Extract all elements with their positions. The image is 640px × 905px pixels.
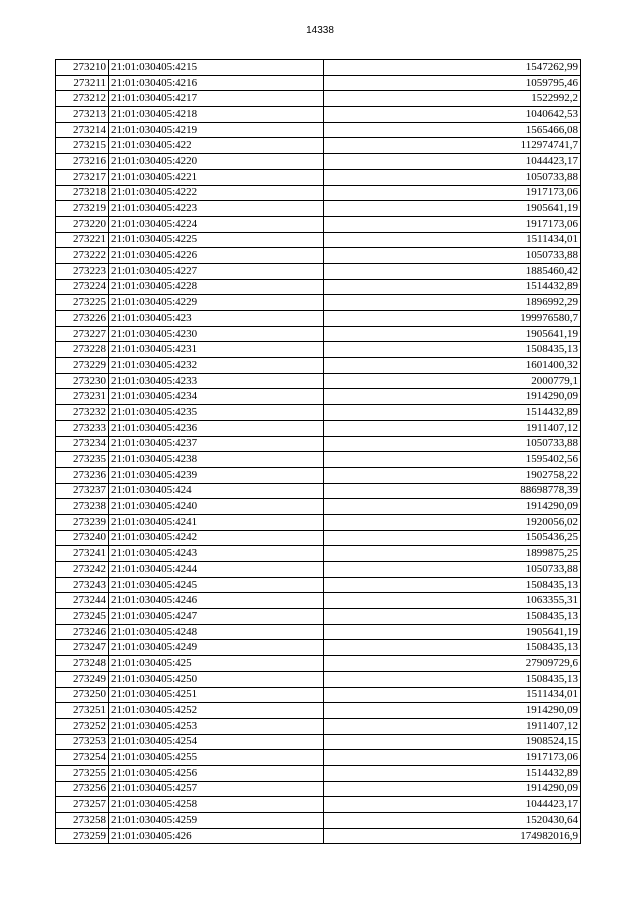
row-number-cell: 273221 <box>56 232 109 248</box>
row-number-cell: 273247 <box>56 640 109 656</box>
row-number-cell: 273223 <box>56 263 109 279</box>
cadastral-number-cell: 21:01:030405:4249 <box>109 640 324 656</box>
cadastral-value-cell: 1908524,15 <box>324 734 581 750</box>
row-number-cell: 273213 <box>56 107 109 123</box>
row-number-cell: 273246 <box>56 624 109 640</box>
cadastral-number-cell: 21:01:030405:4222 <box>109 185 324 201</box>
cadastral-number-cell: 21:01:030405:426 <box>109 828 324 844</box>
cadastral-value-cell: 1059795,46 <box>324 75 581 91</box>
cadastral-number-cell: 21:01:030405:4234 <box>109 389 324 405</box>
table-row <box>56 750 581 766</box>
cadastral-value-table <box>55 59 581 844</box>
table-row <box>56 358 581 374</box>
table-row <box>56 452 581 468</box>
cadastral-value-cell: 1514432,89 <box>324 765 581 781</box>
table-row <box>56 405 581 421</box>
cadastral-number-cell: 21:01:030405:4224 <box>109 216 324 232</box>
row-number-cell: 273248 <box>56 656 109 672</box>
row-number-cell: 273254 <box>56 750 109 766</box>
table-row <box>56 154 581 170</box>
cadastral-number-cell: 21:01:030405:4255 <box>109 750 324 766</box>
cadastral-number-cell: 21:01:030405:4217 <box>109 91 324 107</box>
cadastral-value-cell: 1905641,19 <box>324 624 581 640</box>
row-number-cell: 273215 <box>56 138 109 154</box>
cadastral-value-cell: 1050733,88 <box>324 436 581 452</box>
table-row <box>56 562 581 578</box>
cadastral-number-cell: 21:01:030405:4248 <box>109 624 324 640</box>
table-row <box>56 185 581 201</box>
table-row <box>56 624 581 640</box>
row-number-cell: 273251 <box>56 703 109 719</box>
table-row <box>56 436 581 452</box>
cadastral-value-cell: 1522992,2 <box>324 91 581 107</box>
table-row <box>56 530 581 546</box>
table-row <box>56 232 581 248</box>
cadastral-number-cell: 21:01:030405:4221 <box>109 169 324 185</box>
table-row <box>56 499 581 515</box>
cadastral-number-cell: 21:01:030405:4225 <box>109 232 324 248</box>
row-number-cell: 273258 <box>56 813 109 829</box>
cadastral-number-cell: 21:01:030405:4226 <box>109 248 324 264</box>
row-number-cell: 273217 <box>56 169 109 185</box>
cadastral-number-cell: 21:01:030405:4250 <box>109 671 324 687</box>
row-number-cell: 273225 <box>56 295 109 311</box>
row-number-cell: 273250 <box>56 687 109 703</box>
table-row <box>56 91 581 107</box>
cadastral-number-cell: 21:01:030405:4227 <box>109 263 324 279</box>
cadastral-value-cell: 1896992,29 <box>324 295 581 311</box>
table-row <box>56 263 581 279</box>
table-row <box>56 373 581 389</box>
cadastral-number-cell: 21:01:030405:4223 <box>109 201 324 217</box>
table-row <box>56 609 581 625</box>
row-number-cell: 273256 <box>56 781 109 797</box>
table-row <box>56 216 581 232</box>
row-number-cell: 273257 <box>56 797 109 813</box>
table-row <box>56 342 581 358</box>
cadastral-value-cell: 1565466,08 <box>324 122 581 138</box>
cadastral-value-cell: 1911407,12 <box>324 718 581 734</box>
cadastral-value-cell: 1885460,42 <box>324 263 581 279</box>
cadastral-value-cell: 88698778,39 <box>324 483 581 499</box>
row-number-cell: 273212 <box>56 91 109 107</box>
table-row <box>56 138 581 154</box>
row-number-cell: 273233 <box>56 420 109 436</box>
table-row <box>56 797 581 813</box>
table-row <box>56 389 581 405</box>
cadastral-number-cell: 21:01:030405:4232 <box>109 358 324 374</box>
cadastral-value-cell: 1905641,19 <box>324 326 581 342</box>
cadastral-value-cell: 1914290,09 <box>324 499 581 515</box>
page-number: 14338 <box>306 25 334 36</box>
table-row <box>56 169 581 185</box>
row-number-cell: 273219 <box>56 201 109 217</box>
cadastral-value-cell: 1514432,89 <box>324 405 581 421</box>
cadastral-number-cell: 21:01:030405:4237 <box>109 436 324 452</box>
row-number-cell: 273226 <box>56 311 109 327</box>
row-number-cell: 273249 <box>56 671 109 687</box>
cadastral-number-cell: 21:01:030405:4220 <box>109 154 324 170</box>
row-number-cell: 273239 <box>56 514 109 530</box>
cadastral-number-cell: 21:01:030405:4229 <box>109 295 324 311</box>
row-number-cell: 273227 <box>56 326 109 342</box>
table-row <box>56 640 581 656</box>
cadastral-number-cell: 21:01:030405:4257 <box>109 781 324 797</box>
table-row <box>56 467 581 483</box>
table-row <box>56 60 581 76</box>
cadastral-number-cell: 21:01:030405:422 <box>109 138 324 154</box>
cadastral-value-cell: 1917173,06 <box>324 750 581 766</box>
table-row <box>56 326 581 342</box>
cadastral-number-cell: 21:01:030405:4253 <box>109 718 324 734</box>
row-number-cell: 273255 <box>56 765 109 781</box>
cadastral-value-cell: 1520430,64 <box>324 813 581 829</box>
cadastral-value-cell: 1508435,13 <box>324 609 581 625</box>
row-number-cell: 273237 <box>56 483 109 499</box>
cadastral-number-cell: 21:01:030405:4218 <box>109 107 324 123</box>
cadastral-value-cell: 1063355,31 <box>324 593 581 609</box>
cadastral-value-cell: 1044423,17 <box>324 797 581 813</box>
row-number-cell: 273243 <box>56 577 109 593</box>
cadastral-value-cell: 1044423,17 <box>324 154 581 170</box>
cadastral-value-cell: 199976580,7 <box>324 311 581 327</box>
cadastral-number-cell: 21:01:030405:4256 <box>109 765 324 781</box>
cadastral-number-cell: 21:01:030405:4215 <box>109 60 324 76</box>
cadastral-number-cell: 21:01:030405:425 <box>109 656 324 672</box>
cadastral-number-cell: 21:01:030405:4238 <box>109 452 324 468</box>
table-row <box>56 765 581 781</box>
cadastral-number-cell: 21:01:030405:4228 <box>109 279 324 295</box>
cadastral-number-cell: 21:01:030405:4219 <box>109 122 324 138</box>
row-number-cell: 273231 <box>56 389 109 405</box>
cadastral-value-cell: 1905641,19 <box>324 201 581 217</box>
table-row <box>56 420 581 436</box>
table-row <box>56 828 581 844</box>
table-row <box>56 279 581 295</box>
table-row <box>56 107 581 123</box>
cadastral-value-cell: 1514432,89 <box>324 279 581 295</box>
table-row <box>56 295 581 311</box>
table-row <box>56 781 581 797</box>
table-row <box>56 577 581 593</box>
cadastral-number-cell: 21:01:030405:4231 <box>109 342 324 358</box>
table-row <box>56 718 581 734</box>
cadastral-value-cell: 1050733,88 <box>324 169 581 185</box>
row-number-cell: 273228 <box>56 342 109 358</box>
row-number-cell: 273240 <box>56 530 109 546</box>
cadastral-value-cell: 1917173,06 <box>324 185 581 201</box>
cadastral-value-cell: 1595402,56 <box>324 452 581 468</box>
row-number-cell: 273229 <box>56 358 109 374</box>
cadastral-number-cell: 21:01:030405:4241 <box>109 514 324 530</box>
cadastral-value-cell: 1547262,99 <box>324 60 581 76</box>
cadastral-number-cell: 21:01:030405:4233 <box>109 373 324 389</box>
cadastral-value-cell: 1511434,01 <box>324 687 581 703</box>
cadastral-number-cell: 21:01:030405:4245 <box>109 577 324 593</box>
cadastral-value-cell: 1911407,12 <box>324 420 581 436</box>
row-number-cell: 273252 <box>56 718 109 734</box>
cadastral-number-cell: 21:01:030405:4230 <box>109 326 324 342</box>
cadastral-value-cell: 1040642,53 <box>324 107 581 123</box>
cadastral-value-cell: 1917173,06 <box>324 216 581 232</box>
table-row <box>56 546 581 562</box>
table-row <box>56 201 581 217</box>
cadastral-number-cell: 21:01:030405:4252 <box>109 703 324 719</box>
cadastral-number-cell: 21:01:030405:4236 <box>109 420 324 436</box>
cadastral-number-cell: 21:01:030405:4243 <box>109 546 324 562</box>
table-row <box>56 734 581 750</box>
cadastral-number-cell: 21:01:030405:423 <box>109 311 324 327</box>
table-row <box>56 687 581 703</box>
row-number-cell: 273210 <box>56 60 109 76</box>
row-number-cell: 273211 <box>56 75 109 91</box>
row-number-cell: 273241 <box>56 546 109 562</box>
row-number-cell: 273236 <box>56 467 109 483</box>
row-number-cell: 273216 <box>56 154 109 170</box>
cadastral-value-cell: 1505436,25 <box>324 530 581 546</box>
table-row <box>56 671 581 687</box>
table-row <box>56 813 581 829</box>
cadastral-value-cell: 1914290,09 <box>324 703 581 719</box>
cadastral-value-cell: 1914290,09 <box>324 389 581 405</box>
row-number-cell: 273259 <box>56 828 109 844</box>
cadastral-value-cell: 2000779,1 <box>324 373 581 389</box>
cadastral-value-cell: 1050733,88 <box>324 562 581 578</box>
cadastral-number-cell: 21:01:030405:4239 <box>109 467 324 483</box>
cadastral-value-cell: 1050733,88 <box>324 248 581 264</box>
table-row <box>56 311 581 327</box>
cadastral-number-cell: 21:01:030405:4251 <box>109 687 324 703</box>
cadastral-value-cell: 1920056,02 <box>324 514 581 530</box>
cadastral-number-cell: 21:01:030405:4235 <box>109 405 324 421</box>
table-row <box>56 703 581 719</box>
cadastral-value-cell: 1508435,13 <box>324 640 581 656</box>
cadastral-value-cell: 27909729,6 <box>324 656 581 672</box>
row-number-cell: 273242 <box>56 562 109 578</box>
cadastral-number-cell: 21:01:030405:4246 <box>109 593 324 609</box>
cadastral-number-cell: 21:01:030405:4240 <box>109 499 324 515</box>
cadastral-number-cell: 21:01:030405:4254 <box>109 734 324 750</box>
cadastral-number-cell: 21:01:030405:4244 <box>109 562 324 578</box>
row-number-cell: 273232 <box>56 405 109 421</box>
cadastral-value-cell: 1902758,22 <box>324 467 581 483</box>
cadastral-value-cell: 1508435,13 <box>324 577 581 593</box>
cadastral-number-cell: 21:01:030405:4247 <box>109 609 324 625</box>
cadastral-value-cell: 174982016,9 <box>324 828 581 844</box>
row-number-cell: 273253 <box>56 734 109 750</box>
cadastral-number-cell: 21:01:030405:4258 <box>109 797 324 813</box>
cadastral-value-cell: 1508435,13 <box>324 342 581 358</box>
row-number-cell: 273224 <box>56 279 109 295</box>
row-number-cell: 273244 <box>56 593 109 609</box>
cadastral-value-cell: 1508435,13 <box>324 671 581 687</box>
cadastral-number-cell: 21:01:030405:424 <box>109 483 324 499</box>
cadastral-number-cell: 21:01:030405:4242 <box>109 530 324 546</box>
cadastral-value-cell: 1511434,01 <box>324 232 581 248</box>
table-row <box>56 593 581 609</box>
cadastral-number-cell: 21:01:030405:4259 <box>109 813 324 829</box>
row-number-cell: 273220 <box>56 216 109 232</box>
table-row <box>56 656 581 672</box>
cadastral-value-cell: 112974741,7 <box>324 138 581 154</box>
row-number-cell: 273234 <box>56 436 109 452</box>
cadastral-number-cell: 21:01:030405:4216 <box>109 75 324 91</box>
table-row <box>56 514 581 530</box>
cadastral-value-cell: 1914290,09 <box>324 781 581 797</box>
cadastral-value-cell: 1601400,32 <box>324 358 581 374</box>
table-row <box>56 122 581 138</box>
table-row <box>56 75 581 91</box>
row-number-cell: 273238 <box>56 499 109 515</box>
row-number-cell: 273222 <box>56 248 109 264</box>
row-number-cell: 273218 <box>56 185 109 201</box>
row-number-cell: 273214 <box>56 122 109 138</box>
row-number-cell: 273235 <box>56 452 109 468</box>
row-number-cell: 273245 <box>56 609 109 625</box>
table-row <box>56 248 581 264</box>
cadastral-value-cell: 1899875,25 <box>324 546 581 562</box>
row-number-cell: 273230 <box>56 373 109 389</box>
table-row <box>56 483 581 499</box>
table-body <box>56 60 581 844</box>
